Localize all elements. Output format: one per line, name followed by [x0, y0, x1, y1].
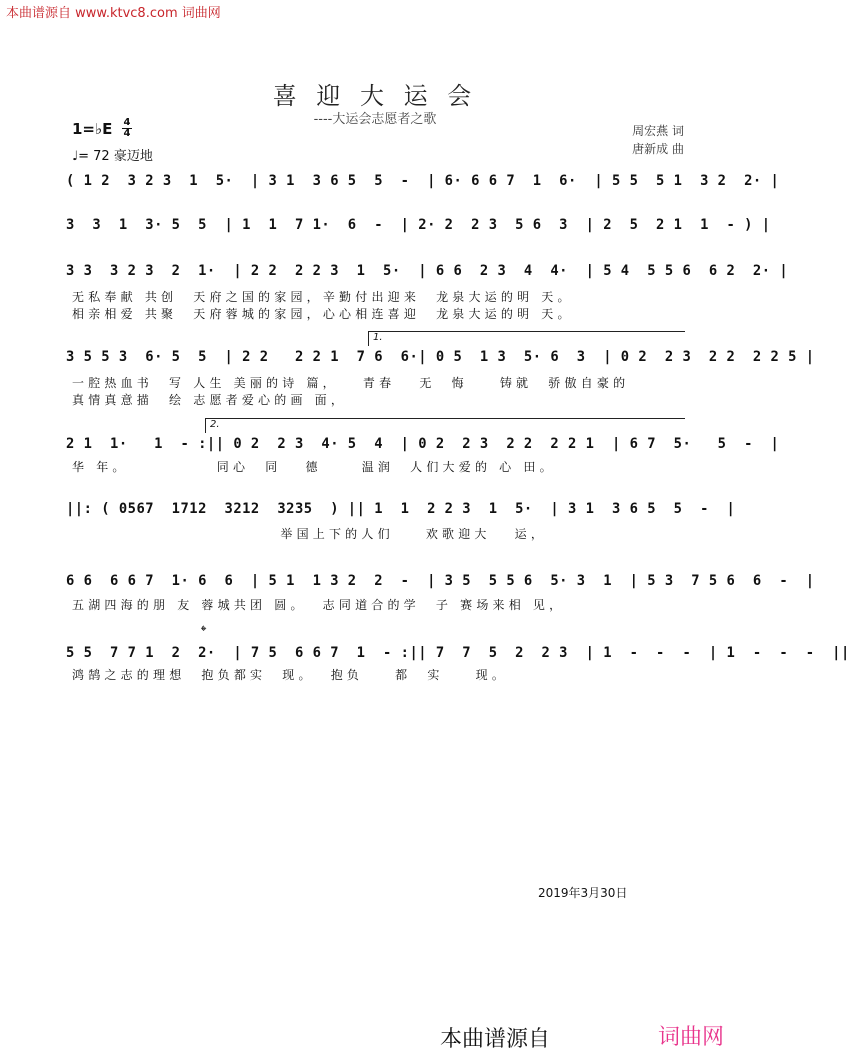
volta-second-ending: 2.: [205, 418, 685, 433]
top-watermark: 本曲谱源自 www.ktvc8.com 词曲网: [6, 6, 221, 21]
staff-line-3: 3 3 3 2 3 2 1· | 2 2 2 2 3 1 5· | 6 6 2 3 4 4· | 5 4 5 5 6 6 2 2· |: [66, 263, 789, 279]
lyric-line-7: 五湖四海的朋 友 蓉城共团 圆。 志同道合的学 子 赛场来相 见，: [72, 598, 566, 612]
bottom-watermark-logo: 词曲网: [658, 1025, 725, 1050]
lyric-line-6: 举国上下的人们 欢歌迎大 运，: [72, 527, 548, 541]
volta-first-ending: 1.: [368, 331, 685, 346]
bottom-watermark-source: 本曲谱源自: [440, 1027, 551, 1052]
staff-line-2: 3 3 1 3· 5 5 | 1 1 7 1· 6 - | 2· 2 2 3 5 6 3 | 2 5 2 1 1 - ) |: [66, 217, 771, 233]
staff-line-6: ||: ( 0567 1712 3212 3235 ) || 1 1 2 2 3 1 5· | 3 1 3 6 5 5 - |: [66, 501, 736, 517]
meter-bottom: 4: [123, 128, 131, 139]
tempo-marking: ♩= 72 豪迈地: [72, 149, 153, 164]
staff-line-4: 3 5 5 3 6· 5 5 | 2 2 2 2 1 7 6 6·| 0 5 1 3 5· 6 3 | 0 2 2 3 2 2 2 2 5 |: [66, 349, 815, 365]
coda-sign: 𝄌: [201, 622, 207, 640]
lyric-line-3a: 无私奉献 共创 天府之国的家园，辛勤付出迎来 龙泉大运的明 天。: [72, 290, 574, 304]
song-title: 喜 迎 大 运 会: [272, 82, 478, 110]
staff-line-8: 5 5 7 7 1 2 2· | 7 5 6 6 7 1 - :|| 7 7 5 2 2 3 | 1 - - - | 1 - - - ||: [66, 645, 850, 661]
lyric-line-5: 华 年。 同心 同 德 温润 人们大爱的 心 田。: [72, 460, 556, 474]
lyricist-credit: 周宏燕 词: [632, 124, 684, 138]
staff-line-1: ( 1 2 3 2 3 1 5· | 3 1 3 6 5 5 - | 6· 6 6 7 1 6· | 5 5 5 1 3 2 2· |: [66, 173, 780, 189]
lyric-line-4a: 一腔热血书 写 人生 美丽的诗 篇， 青春 无 悔 铸就 骄傲自豪的: [72, 376, 630, 390]
date-stamp: 2019年3月30日: [538, 886, 628, 900]
time-signature: [121, 118, 133, 139]
lyric-line-3b: 相亲相爱 共聚 天府蓉城的家园，心心相连喜迎 龙泉大运的明 天。: [72, 307, 574, 321]
composer-credit: 唐新成 曲: [632, 142, 684, 156]
staff-line-7: 6 6 6 6 7 1· 6 6 | 5 1 1 3 2 2 - | 3 5 5 5 6 5· 3 1 | 5 3 7 5 6 6 - |: [66, 573, 815, 589]
key-signature: 1=♭E: [72, 120, 113, 138]
song-subtitle: ----大运会志愿者之歌: [313, 112, 437, 127]
lyric-line-8: 鸿鹄之志的理想 抱负都实 现。 抱负 都 实 现。: [72, 668, 509, 682]
staff-line-5: 2 1 1· 1 - :|| 0 2 2 3 4· 5 4 | 0 2 2 3 2 2 2 2 1 | 6 7 5· 5 - |: [66, 436, 780, 452]
meter-top: 4: [123, 117, 131, 128]
lyric-line-4b: 真情真意描 绘 志愿者爱心的画 面，: [72, 393, 348, 407]
